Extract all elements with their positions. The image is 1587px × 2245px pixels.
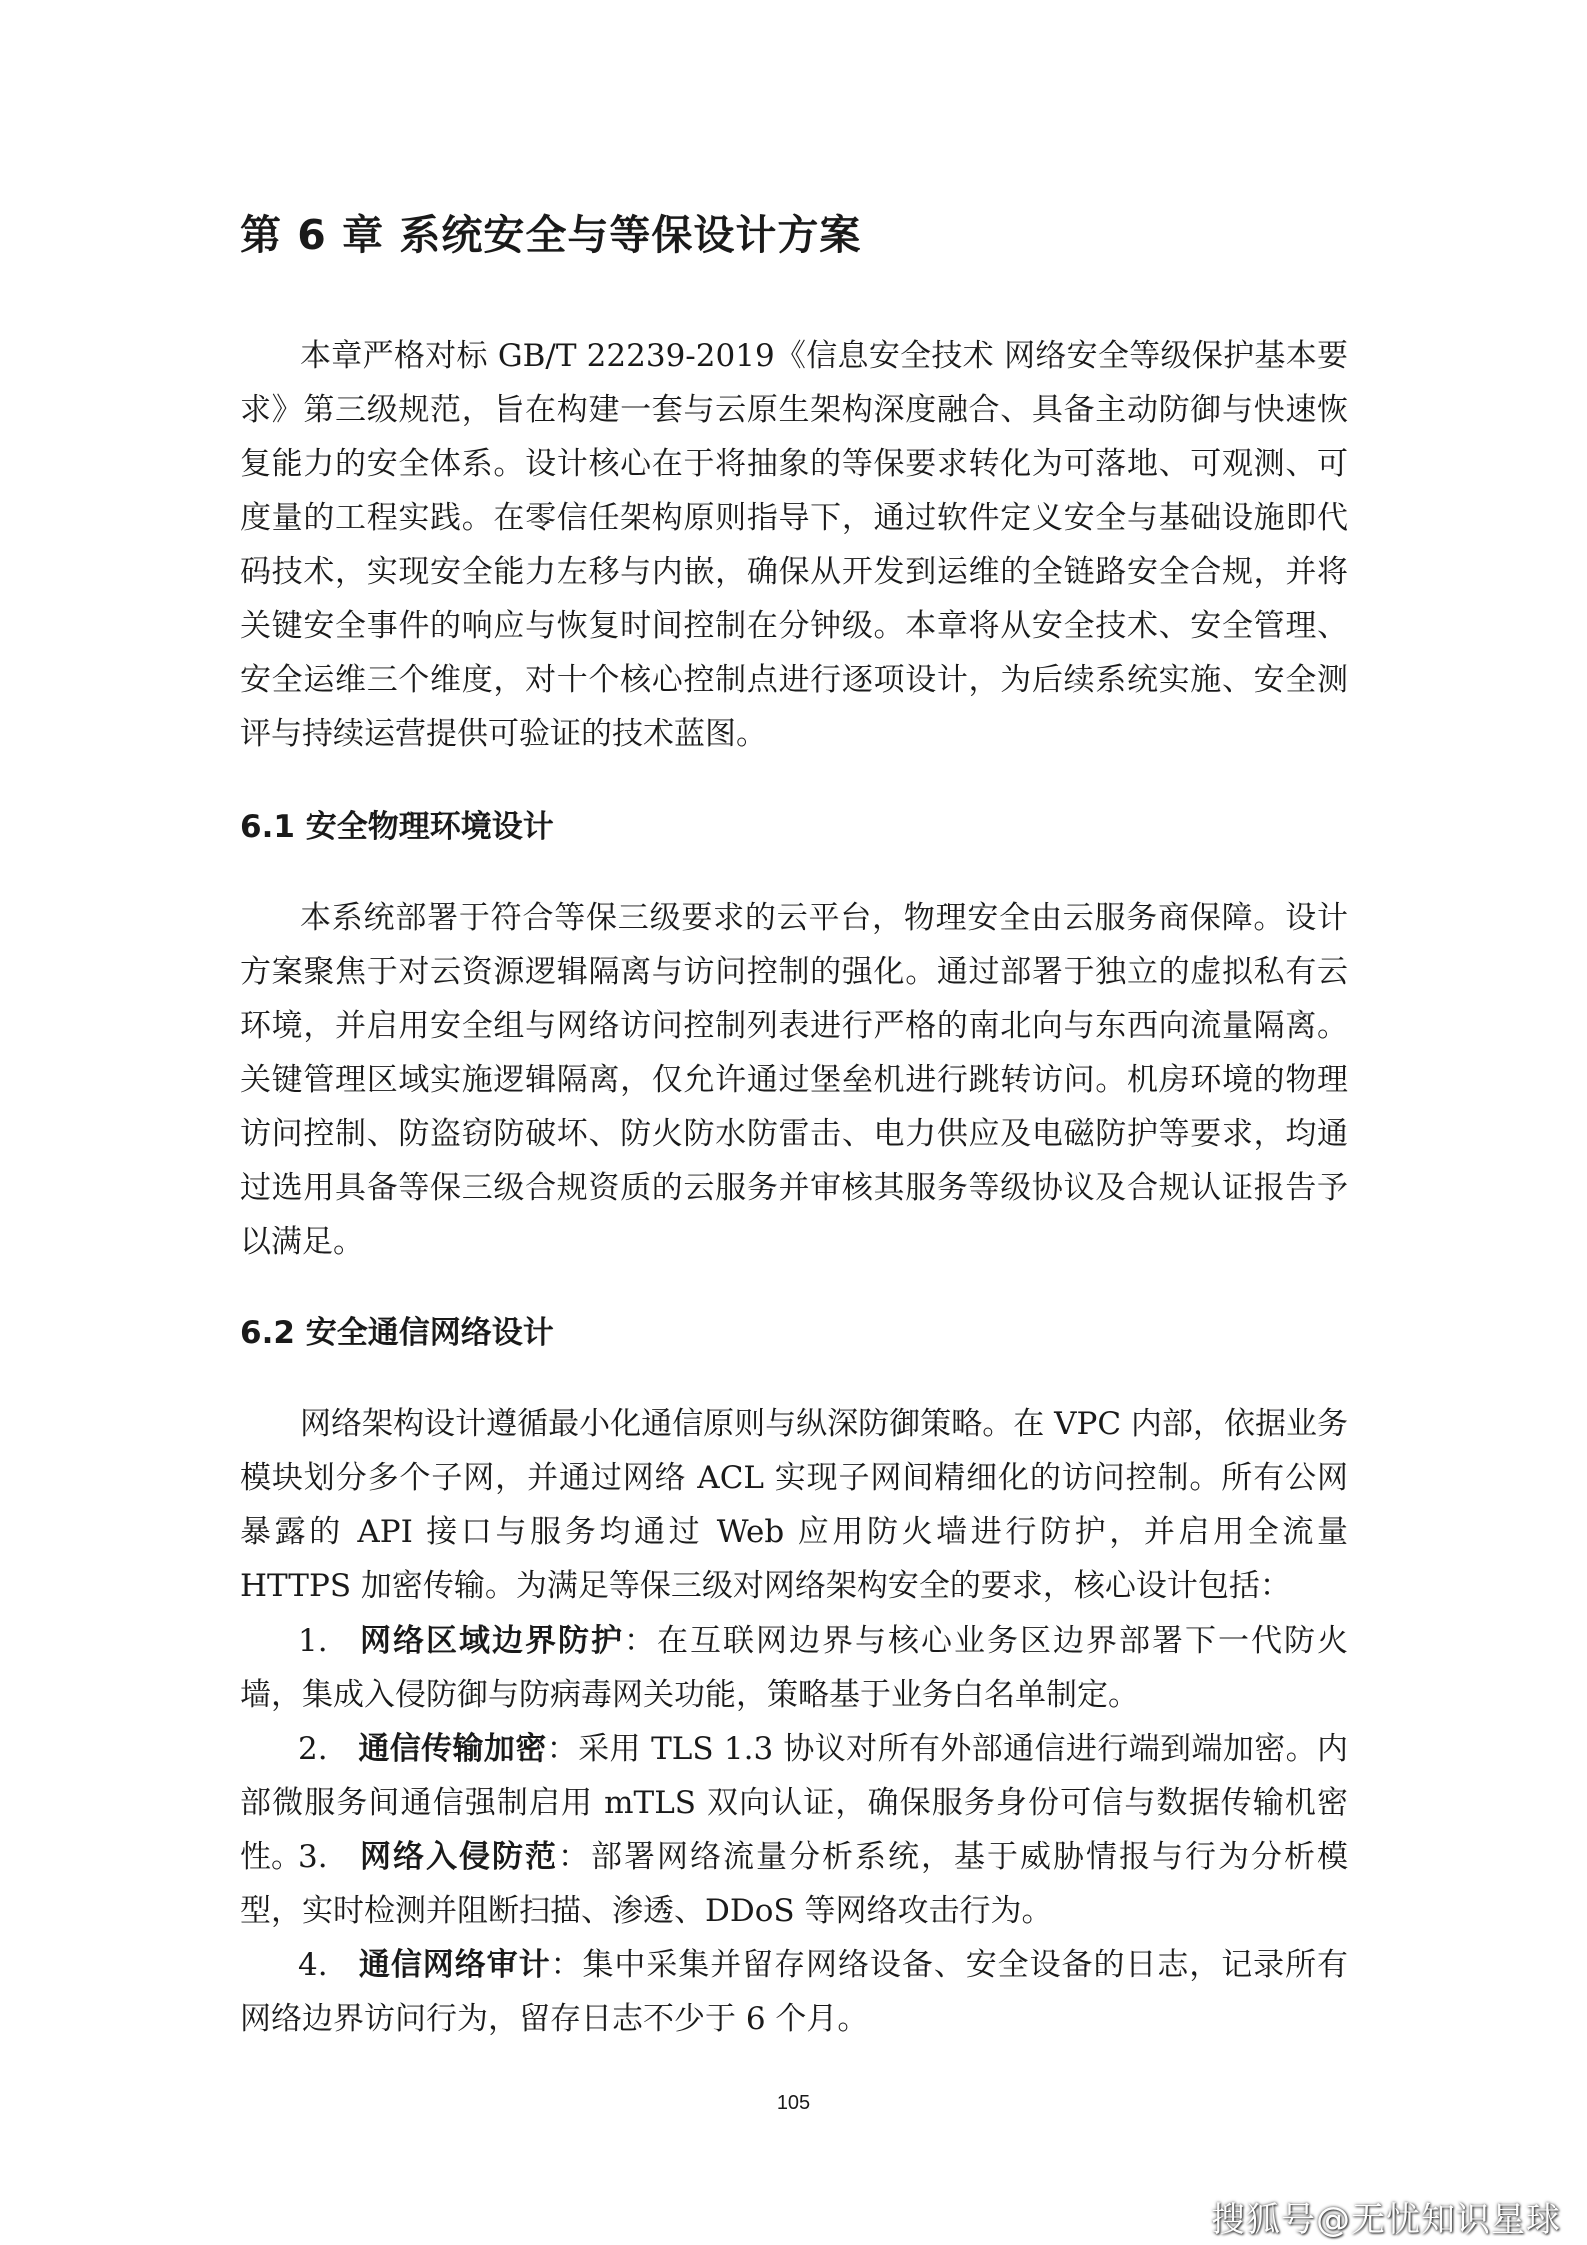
list-item-text: ：部署网络流量分析系统，基于威胁情报与行为分析模型，实时检测并阻断扫描、渗透、DDoS 等网络攻击行为。 xyxy=(240,1839,1348,1929)
list-item xyxy=(240,1830,1348,1938)
chapter-intro-paragraph: 本章严格对标 GB/T 22239-2019《信息安全技术 网络安全等级保护基本要求》第三级规范，旨在构建一套与云原生架构深度融合、具备主动防御与快速恢复能力的安全体系。设计核心在于将抽象的等保要求转化为可落地、可观测、可度量的工程实践。在零信任架构原则指导下，通过软件定义安全与基础设施即代码技术，实现安全能力左移与内嵌，确保从开发到运维的全链路安全合规，并将关键安全事件的响应与恢复时间控制在分钟级。本章将从安全技术、安全管理、安全运维三个维度，对十个核心控制点进行逐项设计，为后续系统实施、安全测评与持续运营提供可验证的技术蓝图。 xyxy=(240,338,1348,752)
list-item-term: 通信传输加密 xyxy=(358,1731,547,1767)
section-6-1-heading: 6.1 安全物理环境设计 xyxy=(240,809,554,845)
list-item-number: 1. xyxy=(298,1623,328,1659)
list-item-term: 通信网络审计 xyxy=(358,1947,551,1983)
list-item-text: ：集中采集并留存网络设备、安全设备的日志，记录所有网络边界访问行为，留存日志不少于 6 个月。 xyxy=(240,1947,1349,2037)
chapter-title: 第 6 章 系统安全与等保设计方案 xyxy=(240,211,862,259)
list-item-text: ：采用 TLS 1.3 协议对所有外部通信进行端到端加密。内部微服务间通信强制启用 mTLS 双向认证，确保服务身份可信与数据传输机密性。 xyxy=(240,1731,1348,1875)
page-number: 105 xyxy=(776,2092,811,2114)
list-item-number: 2. xyxy=(298,1731,328,1767)
list-item xyxy=(240,1614,1348,1722)
list-item-term: 网络区域边界防护 xyxy=(358,1623,624,1659)
watermark: 搜狐号@无忧知识星球 xyxy=(1211,2200,1561,2240)
section-6-1-paragraph: 本系统部署于符合等保三级要求的云平台，物理安全由云服务商保障。设计方案聚焦于对云资源逻辑隔离与访问控制的强化。通过部署于独立的虚拟私有云环境，并启用安全组与网络访问控制列表进行严格的南北向与东西向流量隔离。关键管理区域实施逻辑隔离，仅允许通过堡垒机进行跳转访问。机房环境的物理访问控制、防盗窃防破坏、防火防水防雷击、电力供应及电磁防护等要求，均通过选用具备等保三级合规资质的云服务并审核其服务等级协议及合规认证报告予以满足。 xyxy=(240,900,1348,1260)
list-item-term: 网络入侵防范 xyxy=(358,1839,558,1875)
list-item xyxy=(240,1938,1348,2046)
section-6-2-heading: 6.2 安全通信网络设计 xyxy=(240,1315,554,1351)
list-item-number: 3. xyxy=(298,1839,328,1875)
section-6-2-paragraph: 网络架构设计遵循最小化通信原则与纵深防御策略。在 VPC 内部，依据业务模块划分多个子网，并通过网络 ACL 实现子网间精细化的访问控制。所有公网暴露的 API 接口与服务均通过 Web 应用防火墙进行防护，并启用全流量 HTTPS 加密传输。为满足等保三级对网络架构安全的要求，核心设计包括： xyxy=(240,1406,1348,1604)
list-item-number: 4. xyxy=(298,1947,328,1983)
list-item-text: ：在互联网边界与核心业务区边界部署下一代防火墙，集成入侵防御与防病毒网关功能，策略基于业务白名单制定。 xyxy=(240,1623,1348,1713)
